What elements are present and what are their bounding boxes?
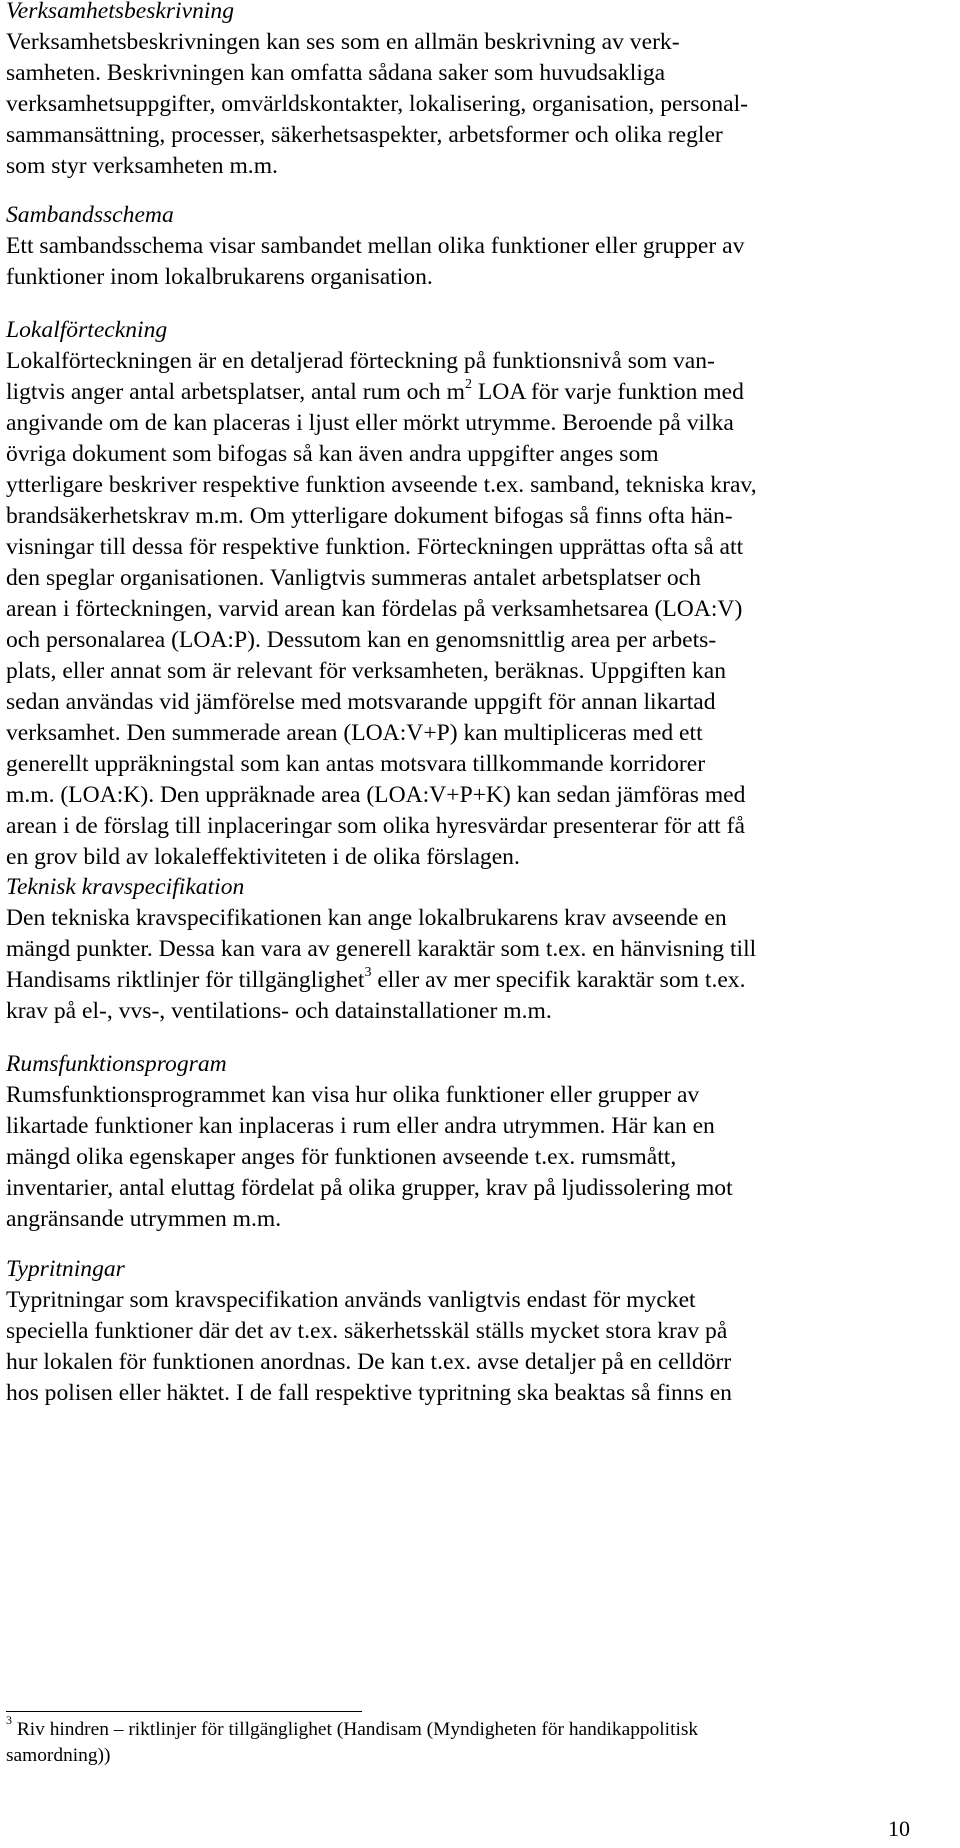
paragraph-line: samheten. Beskrivningen kan omfatta sådana saker som huvudsakliga bbox=[6, 60, 666, 86]
footnote-reference: 3 bbox=[364, 965, 372, 981]
paragraph-line: verksamhet. Den summerade arean (LOA:V+P) kan multipliceras med ett bbox=[6, 720, 703, 746]
paragraph-line: Lokalförteckningen är en detaljerad förteckning på funktionsnivå som van- bbox=[6, 348, 715, 374]
paragraph-line: en grov bild av lokaleffektiviteten i de olika förslagen. bbox=[6, 844, 520, 870]
paragraph-line: Typritningar som kravspecifikation används vanligtvis endast för mycket bbox=[6, 1287, 696, 1313]
section-sambandsschema bbox=[6, 200, 936, 293]
paragraph-line: övriga dokument som bifogas så kan även andra uppgifter anges som bbox=[6, 441, 659, 467]
paragraph-line: angivande om de kan placeras i ljust eller mörkt utrymme. Beroende på vilka bbox=[6, 410, 734, 436]
section-lokalforteckning bbox=[6, 315, 936, 873]
paragraph-line: Den tekniska kravspecifikationen kan ange lokalbrukarens krav avseende en bbox=[6, 905, 727, 931]
paragraph-line: sammansättning, processer, säkerhetsaspekter, arbetsformer och olika regler bbox=[6, 122, 723, 148]
footnote-line bbox=[6, 1712, 936, 1743]
section-heading: Verksamhetsbeskrivning bbox=[6, 0, 235, 24]
section-heading: Rumsfunktionsprogram bbox=[6, 1051, 227, 1077]
paragraph-line: m.m. (LOA:K). Den uppräknade area (LOA:V+P+K) kan sedan jämföras med bbox=[6, 782, 746, 808]
paragraph-line: arean i förteckningen, varvid arean kan fördelas på verksamhetsarea (LOA:V) bbox=[6, 596, 743, 622]
line-text: eller av mer specifik karaktär som t.ex. bbox=[371, 967, 746, 993]
section-heading: Lokalförteckning bbox=[6, 317, 168, 343]
paragraph-line: generellt uppräkningstal som kan antas motsvara tillkommande korridorer bbox=[6, 751, 706, 777]
line-text: ligtvis anger antal arbetsplatser, antal rum och m bbox=[6, 379, 465, 405]
paragraph-line: mängd punkter. Dessa kan vara av generell karaktär som t.ex. en hänvisning till bbox=[6, 936, 757, 962]
paragraph-line: Rumsfunktionsprogrammet kan visa hur olika funktioner eller grupper av bbox=[6, 1082, 700, 1108]
paragraph-line bbox=[6, 965, 936, 996]
paragraph-line: plats, eller annat som är relevant för verksamheten, beräknas. Uppgiften kan bbox=[6, 658, 726, 684]
section-heading: Sambandsschema bbox=[6, 202, 174, 228]
paragraph-line bbox=[6, 377, 936, 408]
paragraph-line: ytterligare beskriver respektive funktion avseende t.ex. samband, tekniska krav, bbox=[6, 472, 757, 498]
superscript: 2 bbox=[464, 377, 472, 393]
paragraph-line: och personalarea (LOA:P). Dessutom kan en genomsnittlig area per arbets- bbox=[6, 627, 717, 653]
paragraph-line: hos polisen eller häktet. I de fall respektive typritning ska beaktas så finns en bbox=[6, 1380, 732, 1406]
section-verksamhetsbeskrivning bbox=[6, 0, 936, 182]
footnote-mark: 3 bbox=[6, 1712, 12, 1727]
paragraph-line: likartade funktioner kan inplaceras i rum eller andra utrymmen. Här kan en bbox=[6, 1113, 715, 1139]
paragraph-line: som styr verksamheten m.m. bbox=[6, 153, 278, 179]
footnote-separator bbox=[6, 1711, 362, 1712]
paragraph-line: funktioner inom lokalbrukarens organisation. bbox=[6, 264, 433, 290]
paragraph-line: mängd olika egenskaper anges för funktionen avseende t.ex. rumsmått, bbox=[6, 1144, 677, 1170]
section-heading: Typritningar bbox=[6, 1256, 125, 1282]
section-rumsfunktionsprogram bbox=[6, 1049, 936, 1235]
line-text: Handisams riktlinjer för tillgänglighet bbox=[6, 967, 365, 993]
paragraph-line: Ett sambandsschema visar sambandet mellan olika funktioner eller grupper av bbox=[6, 233, 745, 259]
paragraph-line: verksamhetsuppgifter, omvärldskontakter, lokalisering, organisation, personal- bbox=[6, 91, 749, 117]
paragraph-line: Verksamhetsbeskrivningen kan ses som en allmän beskrivning av verk- bbox=[6, 29, 680, 55]
paragraph-line: inventarier, antal eluttag fördelat på olika grupper, krav på ljudissolering mot bbox=[6, 1175, 733, 1201]
footnote-line: samordning)) bbox=[6, 1745, 111, 1766]
section-typritningar bbox=[6, 1254, 936, 1409]
paragraph-line: den speglar organisationen. Vanligtvis summeras antalet arbetsplatser och bbox=[6, 565, 701, 591]
section-heading: Teknisk kravspecifikation bbox=[6, 874, 245, 900]
paragraph-line: visningar till dessa för respektive funktion. Förteckningen upprättas ofta så att bbox=[6, 534, 744, 560]
paragraph-line: brandsäkerhetskrav m.m. Om ytterligare dokument bifogas så finns ofta hän- bbox=[6, 503, 733, 529]
paragraph-line: sedan användas vid jämförelse med motsvarande uppgift för annan likartad bbox=[6, 689, 716, 715]
page-number: 10 bbox=[888, 1816, 910, 1841]
paragraph-line: krav på el-, vvs-, ventilations- och datainstallationer m.m. bbox=[6, 998, 552, 1024]
paragraph-line: hur lokalen för funktionen anordnas. De kan t.ex. avse detaljer på en celldörr bbox=[6, 1349, 732, 1375]
paragraph-line: speciella funktioner där det av t.ex. säkerhetsskäl ställs mycket stora krav på bbox=[6, 1318, 728, 1344]
footnote bbox=[6, 1712, 936, 1769]
line-text: LOA för varje funktion med bbox=[471, 379, 744, 405]
paragraph-line: angränsande utrymmen m.m. bbox=[6, 1206, 282, 1232]
paragraph-line: arean i de förslag till inplaceringar som olika hyresvärdar presenterar för att få bbox=[6, 813, 745, 839]
section-teknisk-kravspecifikation bbox=[6, 872, 936, 1027]
footnote-text: Riv hindren – riktlinjer för tillgänglighet (Handisam (Myndigheten för handikappolitisk bbox=[12, 1719, 699, 1740]
